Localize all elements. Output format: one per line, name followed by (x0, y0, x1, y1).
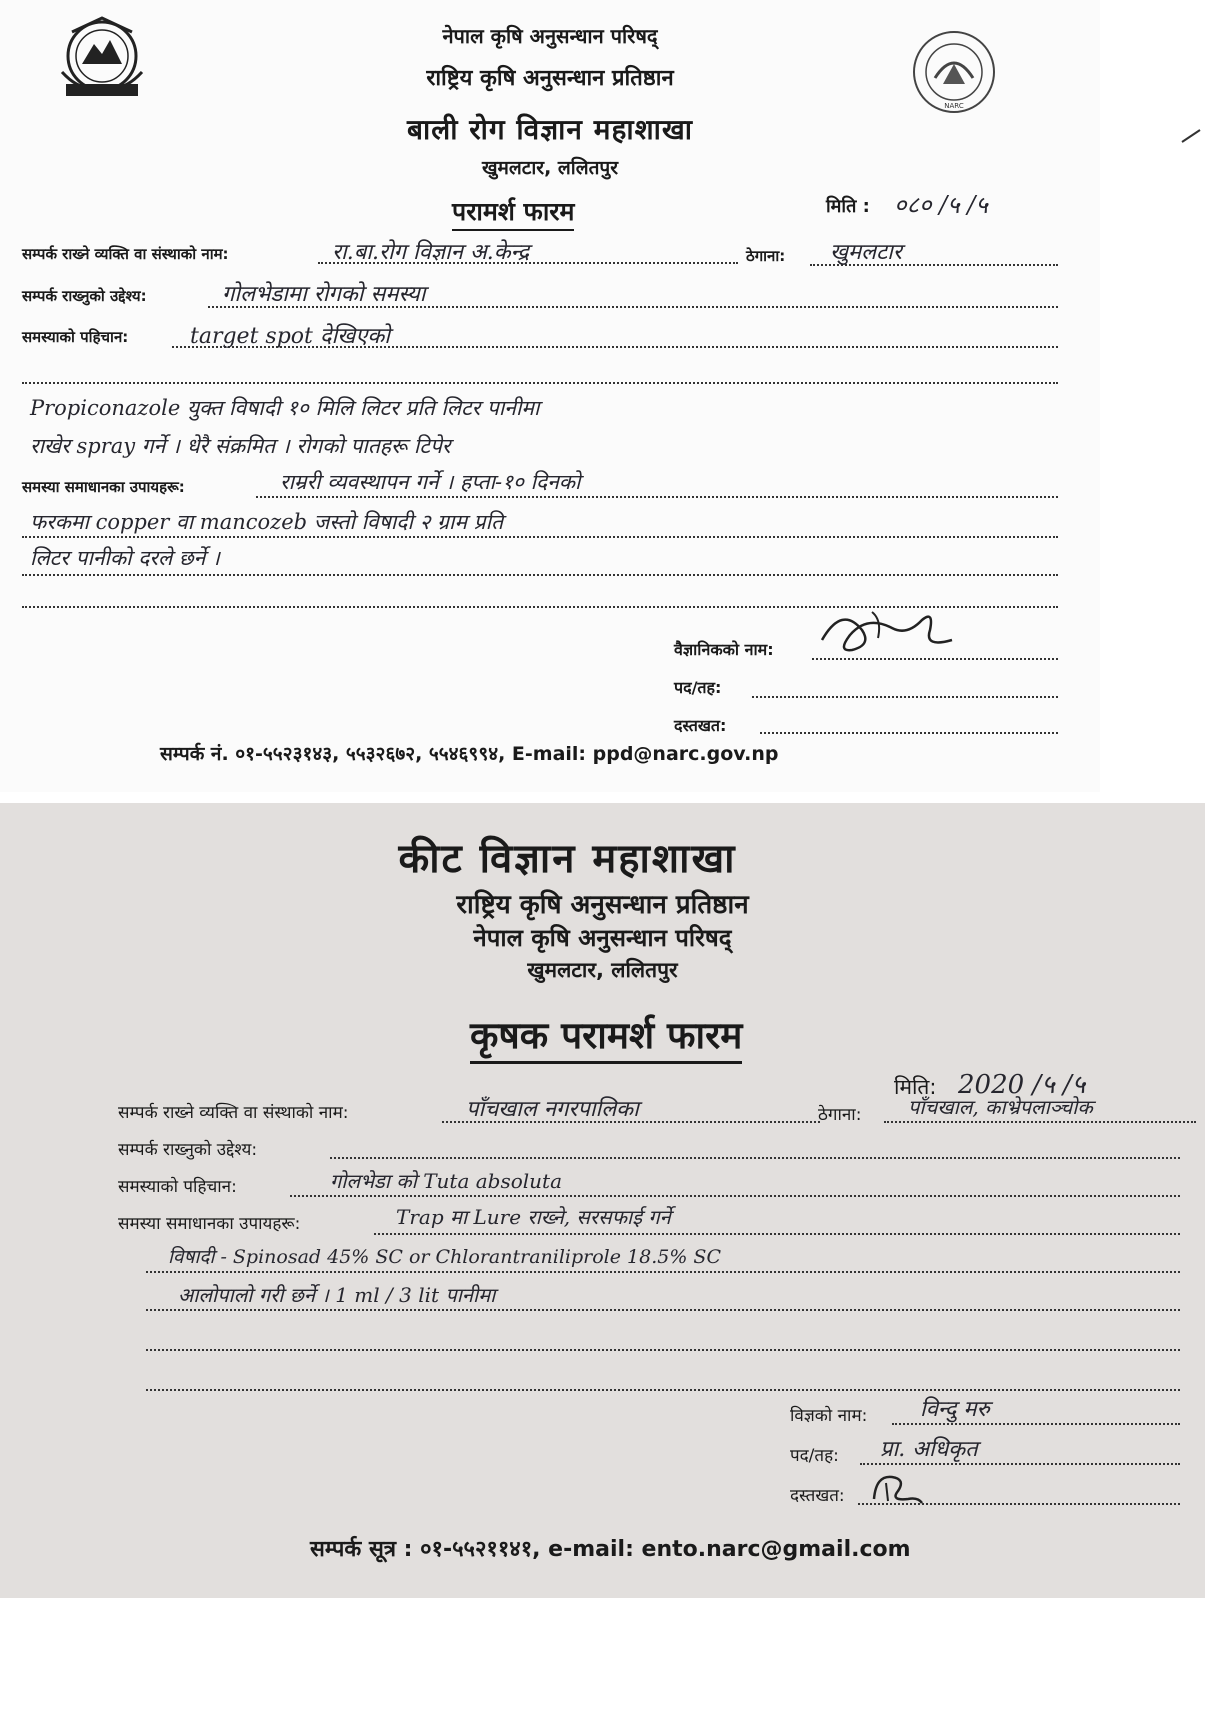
solution-line: फरकमा copper वा mancozeb जस्तो विषादी २ ग्राम प्रति (30, 510, 504, 534)
solution-label: समस्या समाधानका उपायहरू: (118, 1214, 301, 1234)
signature-label: दस्तखत: (790, 1486, 845, 1506)
solution-line: Propiconazole युक्त विषादी १० मिलि लिटर प्रति लिटर पानीमा (30, 396, 540, 420)
address-label: ठेगाना: (746, 247, 786, 265)
solution-line: राम्ररी व्यवस्थापन गर्ने । हप्ता-१० दिनको (280, 470, 581, 494)
expert-name-label: विज्ञको नाम: (790, 1406, 868, 1426)
problem-value: target spot देखिएको (190, 324, 390, 349)
date-label: मिति: (894, 1075, 937, 1099)
header-division-name: कीट विज्ञान महाशाखा (398, 836, 737, 882)
header-council-name: नेपाल कृषि अनुसन्धान परिषद् (473, 924, 732, 952)
address-value: पाँचखाल, काभ्रेपलाञ्चोक (908, 1095, 1093, 1119)
contact-footer: सम्पर्क सूत्र : ०१-५५२११४१, e-mail: ento.narc@gmail.com (310, 1537, 911, 1562)
address-value: खुमलटार (830, 240, 902, 265)
signature-label: दस्तखत: (674, 716, 727, 735)
header-location: खुमलटार, ललितपुर (527, 958, 678, 982)
advisory-form-entomology (0, 803, 1205, 1598)
address-label: ठेगाना: (818, 1105, 862, 1125)
post-label: पद/तह: (790, 1446, 839, 1466)
solution-line: लिटर पानीको दरले छर्ने । (30, 546, 220, 570)
solution-line: विषादी - Spinosad 45% SC or Chlorantraniliprole 18.5% SC (168, 1246, 721, 1268)
solution-line: Trap मा Lure राख्ने, सरसफाई गर्ने (396, 1205, 671, 1229)
problem-label: समस्याको पहिचान: (22, 328, 129, 346)
solution-line: आलोपालो गरी छर्ने । 1 ml / 3 lit पानीमा (178, 1283, 496, 1307)
date-label: मिति : (826, 196, 870, 217)
scientist-name-label: वैज्ञानिकको नाम: (674, 640, 774, 659)
purpose-value: गोलभेडामा रोगको समस्या (222, 282, 426, 307)
solution-line: राखेर spray गर्ने । धेरै संक्रमित । रोगको पातहरू टिपेर (30, 434, 451, 458)
header-institute-name: राष्ट्रिय कृषि अनुसन्धान प्रतिष्ठान (426, 66, 674, 91)
contact-name-label: सम्पर्क राख्ने व्यक्ति वा संस्थाको नाम: (118, 1103, 349, 1123)
contact-name-value: पाँचखाल नगरपालिका (466, 1097, 639, 1122)
scientist-signature (812, 600, 962, 660)
contact-footer: सम्पर्क नं. ०१-५५२३१४३, ५५३२६७२, ५५४६९९४, E-mail: ppd@narc.gov.np (160, 743, 779, 765)
form-title: कृषक परामर्श फारम (470, 1008, 742, 1064)
problem-label: समस्याको पहिचान: (118, 1177, 237, 1197)
svg-text:NARC: NARC (944, 102, 964, 110)
purpose-label: सम्पर्क राख्नुको उद्देश्य: (118, 1140, 258, 1160)
expert-signature (866, 1469, 926, 1507)
post-value: प्रा. अधिकृत (880, 1437, 978, 1462)
advisory-form-plant-pathology (0, 0, 1100, 792)
pen-mark (1180, 128, 1202, 144)
date-value: ०८० /५ /५ (894, 191, 988, 219)
problem-value: गोलभेडा को Tuta absoluta (330, 1169, 563, 1193)
header-division-name: बाली रोग विज्ञान महाशाखा (406, 113, 694, 146)
header-council-name: नेपाल कृषि अनुसन्धान परिषद् (442, 24, 658, 48)
expert-name-value: विन्दु मरु (920, 1397, 990, 1422)
purpose-label: सम्पर्क राख्नुको उद्देश्य: (22, 287, 147, 305)
date-value: 2020 /५ /५ (958, 1070, 1086, 1100)
contact-name-value: रा.बा.रोग विज्ञान अ.केन्द्र (332, 240, 530, 265)
post-label: पद/तह: (674, 678, 722, 697)
form-title: परामर्श फारम (452, 194, 574, 231)
header-location: खुमलटार, ललितपुर (482, 157, 618, 179)
contact-name-label: सम्पर्क राख्ने व्यक्ति वा संस्थाको नाम: (22, 245, 229, 263)
header-institute-name: राष्ट्रिय कृषि अनुसन्धान प्रतिष्ठान (456, 890, 749, 920)
solution-label: समस्या समाधानका उपायहरू: (22, 478, 185, 496)
